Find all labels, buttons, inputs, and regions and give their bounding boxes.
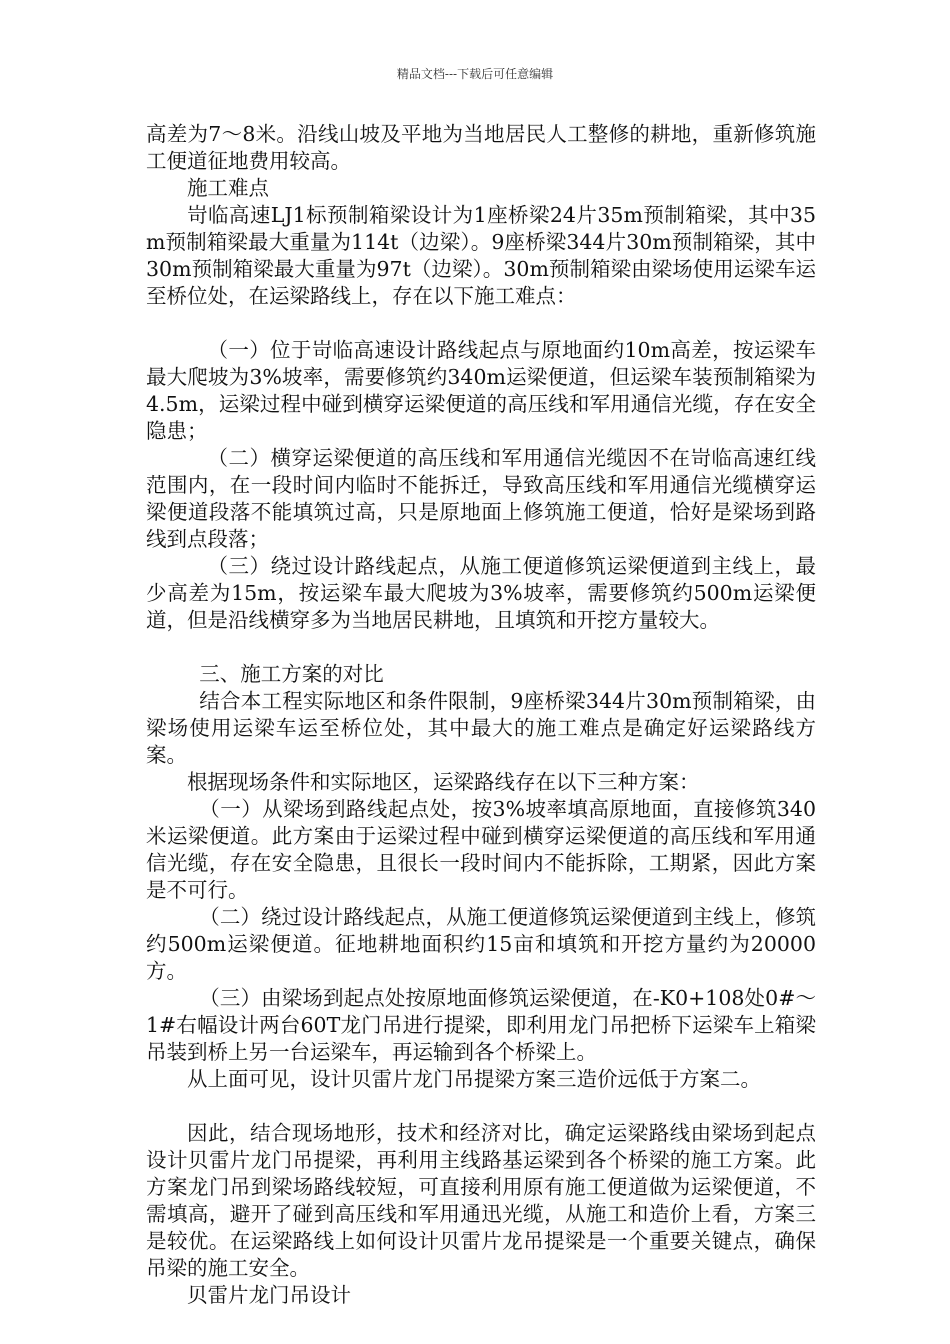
paragraph-conclusion: 因此，结合现场地形，技术和经济对比，确定运梁路线由梁场到起点设计贝雷片龙门吊提梁，再利用主线路基运梁到各个桥梁的施工方案。此方案龙门吊到梁场路线较短，可直接利用原有施工便道做为运梁便道，不需填高，避开了碰到高压线和军用通迅光缆，从施工和造价上看，方案三是较优。在运梁路线上如何设计贝雷片龙吊提梁是一个重要关键点，确保吊梁的施工安全。 <box>146 1121 816 1280</box>
document-body <box>146 121 816 1309</box>
difficulty-item-2: （二）横穿运梁便道的高压线和军用通信光缆因不在岢临高速红线范围内，在一段时间内临时不能拆迁，导致高压线和军用通信光缆横穿运梁便道段落不能填筑过高，只是原地面上修筑施工便道，恰好是梁场到路线到点段落； <box>146 446 816 551</box>
section-heading-comparison: 三、施工方案的对比 <box>199 662 384 686</box>
scheme-item-1: （一）从梁场到路线起点处，按3%坡率填高原地面，直接修筑340米运梁便道。此方案由于运梁过程中碰到横穿运梁便道的高压线和军用通信光缆，存在安全隐患，且很长一段时间内不能拆除，工期紧，因此方案是不可行。 <box>146 797 816 902</box>
difficulty-item-1: （一）位于岢临高速设计路线起点与原地面约10m高差，按运梁车最大爬坡为3%坡率，需要修筑约340m运梁便道，但运梁车装预制箱梁为4.5m，运梁过程中碰到横穿运梁便道的高压线和军用通信光缆，存在安全隐患； <box>146 338 816 443</box>
heading-gantry-crane-design: 贝雷片龙门吊设计 <box>187 1283 351 1307</box>
page-header: 精品文档---下载后可任意编辑 <box>396 67 554 81</box>
paragraph-1: 高差为7～8米。沿线山坡及平地为当地居民人工整修的耕地，重新修筑施工便道征地费用较高。 <box>146 122 816 173</box>
paragraph-difficulties-intro: 岢临高速LJ1标预制箱梁设计为1座桥梁24片35m预制箱梁，其中35m预制箱梁最大重量为114t（边梁）。9座桥梁344片30m预制箱梁，其中30m预制箱梁最大重量为97t（边梁）。30m预制箱梁由梁场使用运梁车运至桥位处，在运梁路线上，存在以下施工难点： <box>146 203 816 308</box>
paragraph-three-schemes: 根据现场条件和实际地区，运梁路线存在以下三种方案： <box>187 770 700 794</box>
paragraph-conclusion-cost: 从上面可见，设计贝雷片龙门吊提梁方案三造价远低于方案二。 <box>187 1067 761 1091</box>
scheme-item-2: （二）绕过设计路线起点，从施工便道修筑运梁便道到主线上，修筑约500m运梁便道。征地耕地面积约15亩和填筑和开挖方量约为20000方。 <box>146 905 816 983</box>
difficulty-item-3: （三）绕过设计路线起点，从施工便道修筑运梁便道到主线上，最少高差为15m，按运梁车最大爬坡为3%坡率，需要修筑约500m运梁便道，但是沿线横穿多为当地居民耕地，且填筑和开挖方量较大。 <box>146 554 816 632</box>
heading-construction-difficulties: 施工难点 <box>187 176 269 200</box>
scheme-item-3: （三）由梁场到起点处按原地面修筑运梁便道，在-K0+108处0#～1#右幅设计两台60T龙门吊进行提梁，即利用龙门吊把桥下运梁车上箱梁吊装到桥上另一台运梁车，再运输到各个桥梁上。 <box>146 986 816 1064</box>
paragraph-comparison-intro: 结合本工程实际地区和条件限制，9座桥梁344片30m预制箱梁，由梁场使用运梁车运至桥位处，其中最大的施工难点是确定好运梁路线方案。 <box>146 689 816 767</box>
